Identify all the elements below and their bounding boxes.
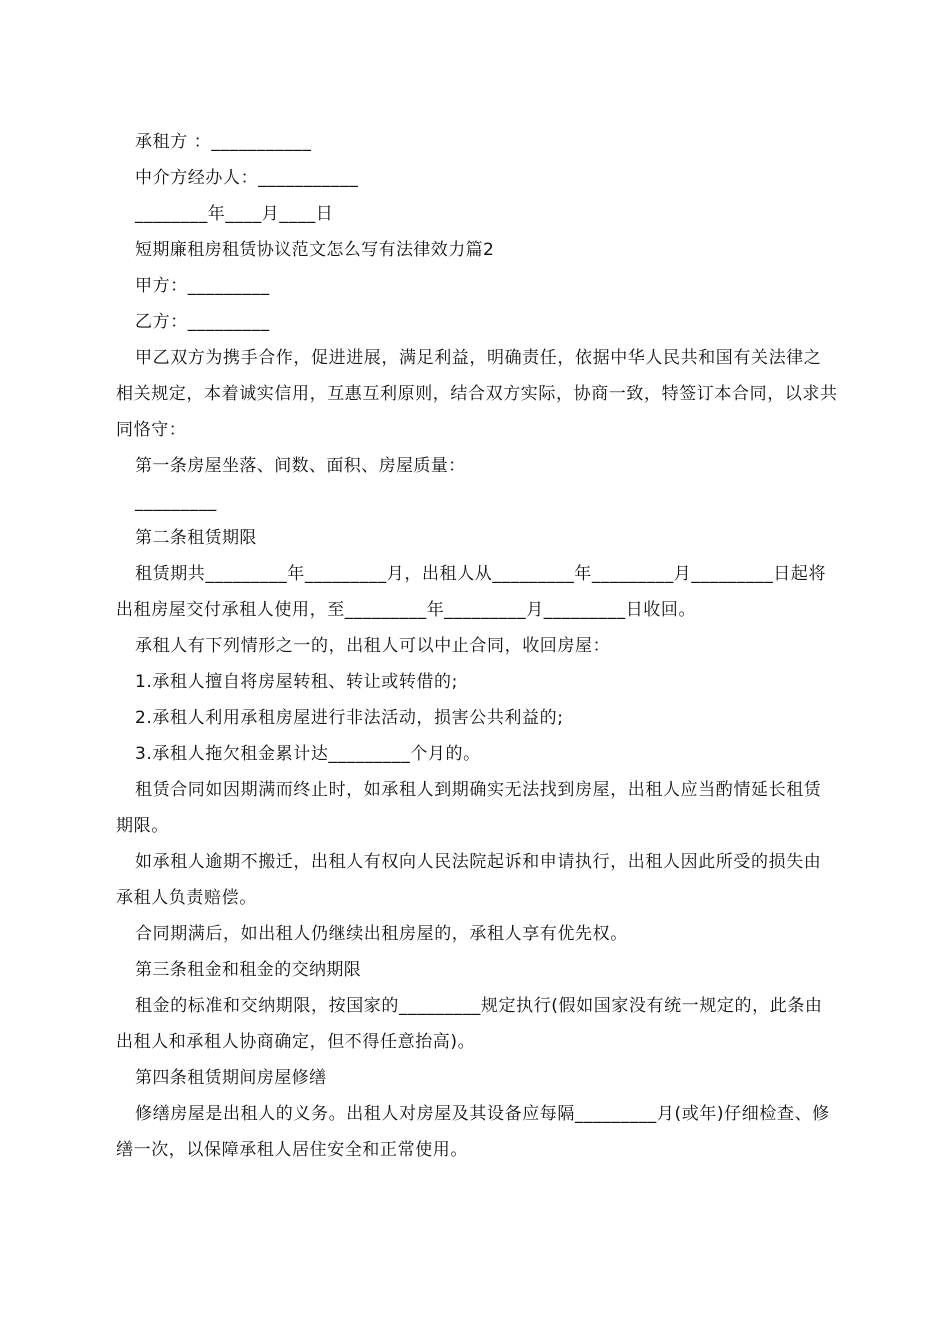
preamble-paragraph: 甲乙双方为携手合作，促进进展，满足利益，明确责任，依据中华人民共和国有关法律之相关规定，本着诚实信用，互惠互利原则，结合双方实际，协商一致，特签订本合同，以求共同恪守： [116, 348, 838, 440]
section-title: 短期廉租房租赁协议范文怎么写有法律效力篇2 [135, 240, 495, 260]
termination-item-3: 3.承租人拖欠租金累计达_________个月的。 [135, 744, 481, 764]
agent-signature-line: 中介方经办人：___________ [135, 168, 359, 188]
extension-paragraph: 租赁合同如因期满而终止时，如承租人到期确实无法找到房屋，出租人应当酌情延长租赁期限。 [116, 780, 822, 836]
article-4-heading: 第四条租赁期间房屋修缮 [135, 1068, 327, 1088]
priority-paragraph: 合同期满后，如出租人仍继续出租房屋的，承租人享有优先权。 [135, 924, 628, 944]
repair-paragraph: 修缮房屋是出租人的义务。出租人对房屋及其设备应每隔_________月(或年)仔细检查、修缮一次，以保障承租人居住安全和正常使用。 [116, 1104, 830, 1160]
rent-terms-paragraph: 租金的标准和交纳期限，按国家的_________规定执行(假如国家没有统一规定的，此条由出租人和承租人协商确定，但不得任意抬高)。 [116, 996, 823, 1052]
lease-term-paragraph: 租赁期共_________年_________月，出租人从_________年_________月_________日起将出租房屋交付承租人使用，至_________年_________月_________日收回。 [116, 564, 827, 620]
termination-item-2: 2.承租人利用承租房屋进行非法活动，损害公共利益的; [135, 708, 564, 728]
article-3-heading: 第三条租金和租金的交纳期限 [135, 960, 362, 980]
party-a-line: 甲方：_________ [135, 276, 270, 296]
termination-item-1: 1.承租人擅自将房屋转租、转让或转借的; [135, 672, 458, 692]
termination-intro-paragraph: 承租人有下列情形之一的，出租人可以中止合同，收回房屋： [135, 636, 611, 656]
document-body [116, 124, 838, 1168]
party-b-line: 乙方：_________ [135, 312, 270, 332]
article-2-heading: 第二条租赁期限 [135, 528, 257, 548]
article-1-blank-line: _________ [135, 492, 217, 512]
tenant-signature-line: 承租方 ：___________ [135, 132, 312, 152]
article-1-heading: 第一条房屋坐落、间数、面积、房屋质量： [135, 456, 466, 476]
date-line: ________年____月____日 [135, 204, 334, 224]
overstay-paragraph: 如承租人逾期不搬迁，出租人有权向人民法院起诉和申请执行，出租人因此所受的损失由承租人负责赔偿。 [116, 852, 822, 908]
